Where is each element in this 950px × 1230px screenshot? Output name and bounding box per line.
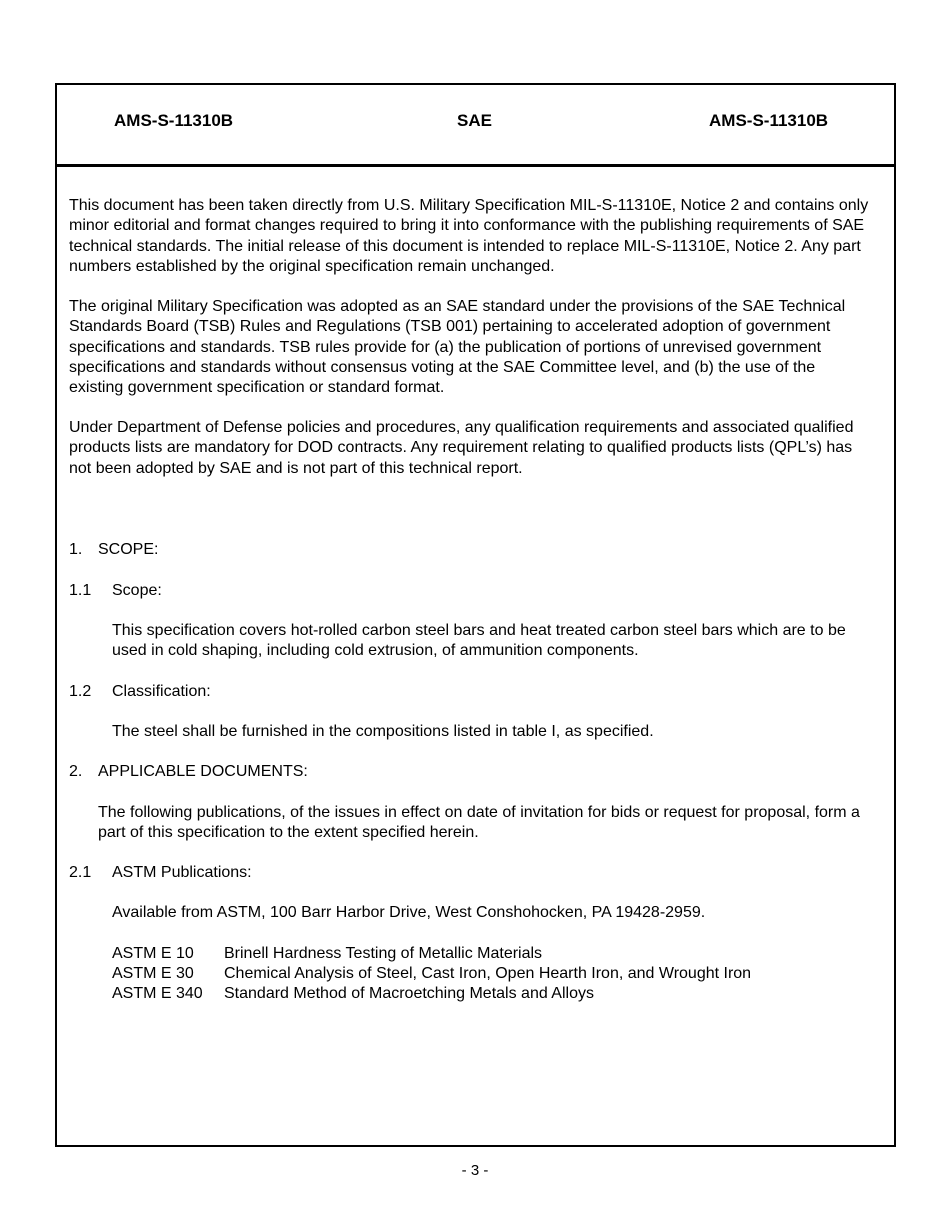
- section-1-title: SCOPE:: [98, 541, 159, 558]
- header-doc-id-right: AMS-S-11310B: [709, 111, 829, 130]
- reference-code: ASTM E 340: [112, 985, 203, 1002]
- section-2-1-title: ASTM Publications:: [112, 864, 252, 881]
- section-1-1-text: This specification covers hot-rolled carbon steel bars and heat treated carbon steel bars which are to be used in cold shaping, including cold extrusion, of ammunition components.: [112, 622, 846, 660]
- section-1-2-number: 1.2: [69, 683, 92, 700]
- section-2-1-text: Available from ASTM, 100 Barr Harbor Drive, West Conshohocken, PA 19428-2959.: [112, 904, 706, 921]
- reference-title: Brinell Hardness Testing of Metallic Materials: [224, 945, 543, 962]
- reference-title: Chemical Analysis of Steel, Cast Iron, Open Hearth Iron, and Wrought Iron: [224, 965, 752, 982]
- intro-paragraph-3: Under Department of Defense policies and procedures, any qualification requirements and associated qualified products lists are mandatory for DOD contracts. Any requirement relating to qualified products lists (QPL’s) has not been adopted by SAE and is not part of this technical report.: [69, 419, 854, 477]
- intro-paragraph-1: This document has been taken directly from U.S. Military Specification MIL-S-11310E, Notice 2 and contains only minor editorial and format changes required to bring it into conformance with the publishing requirements of SAE technical standards. The initial release of this document is intended to replace MIL-S-11310E, Notice 2. Any part numbers established by the original specification remain unchanged.: [69, 197, 869, 275]
- section-2-1-number: 2.1: [69, 864, 92, 881]
- section-2-text: The following publications, of the issues in effect on date of invitation for bids or request for proposal, form a part of this specification to the extent specified herein.: [98, 804, 860, 842]
- section-1-number: 1.: [69, 541, 83, 558]
- header-doc-id-left: AMS-S-11310B: [114, 111, 234, 130]
- intro-paragraph-2: The original Military Specification was adopted as an SAE standard under the provisions of the SAE Technical Standards Board (TSB) Rules and Regulations (TSB 001) pertaining to accelerated adoption of government specifications and standards. TSB rules provide for (a) the publication of portions of unrevised government specifications and standards without consensus voting at the SAE Committee level, and (b) the use of the existing government specification or standard format.: [69, 298, 846, 397]
- page-number: - 3 -: [461, 1162, 489, 1179]
- section-1-1-number: 1.1: [69, 582, 92, 599]
- reference-code: ASTM E 30: [112, 965, 194, 982]
- section-1-2-text: The steel shall be furnished in the compositions listed in table I, as specified.: [112, 723, 654, 740]
- reference-code: ASTM E 10: [112, 945, 194, 962]
- section-1-2-title: Classification:: [112, 683, 211, 700]
- document-header: [57, 85, 894, 167]
- reference-title: Standard Method of Macroetching Metals and Alloys: [224, 985, 594, 1002]
- header-publisher: SAE: [457, 111, 492, 130]
- section-1-1-title: Scope:: [112, 582, 162, 599]
- section-2-title: APPLICABLE DOCUMENTS:: [98, 763, 308, 780]
- section-2-number: 2.: [69, 763, 83, 780]
